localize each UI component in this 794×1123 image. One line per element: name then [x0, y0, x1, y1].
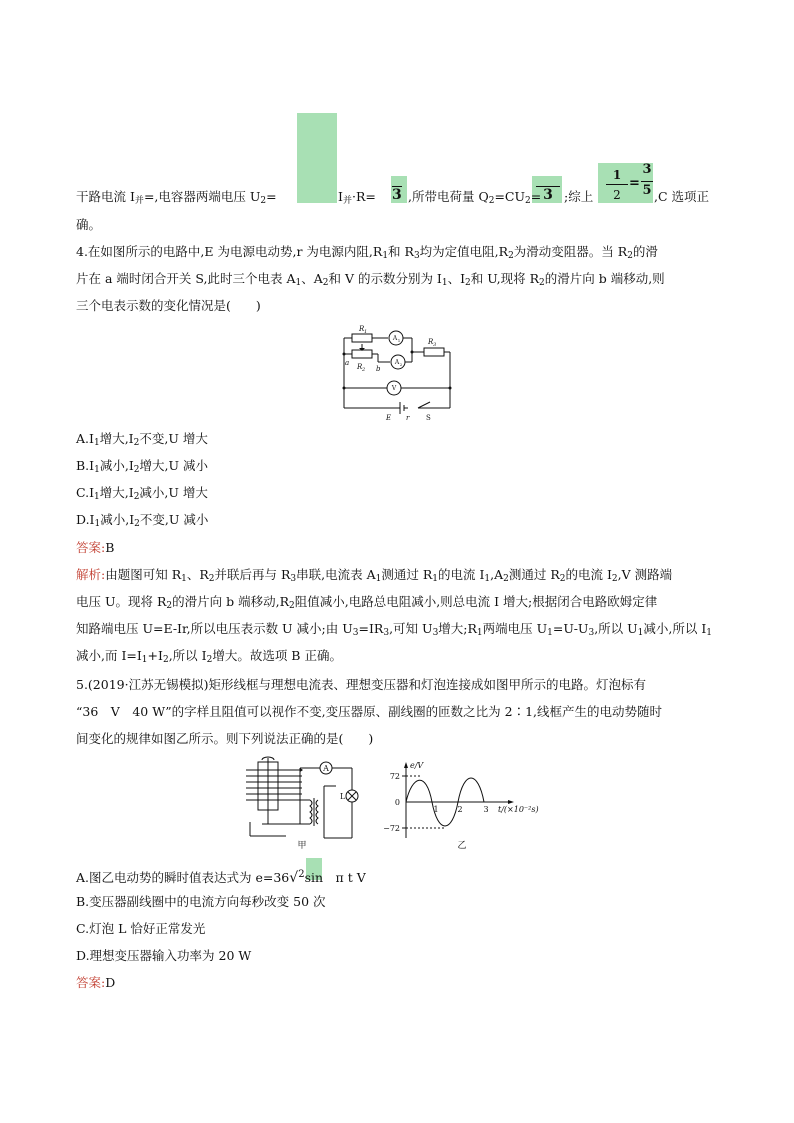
fig-label-R2: R: [357, 363, 363, 371]
figure-yi: [370, 758, 555, 853]
figure-jia: [240, 756, 365, 851]
analysis-label: 解析:: [76, 567, 106, 582]
x-tick-3: 3: [483, 805, 489, 814]
fig-label-r: r: [406, 414, 410, 422]
caption-yi: 乙: [457, 841, 467, 851]
q4-answer: [76, 539, 114, 557]
q5-stem-line-1: 5.(2019·江苏无锡模拟)矩形线框与理想电流表、理想变压器和灯泡连接成如图甲所示的电路。灯泡标有: [76, 677, 646, 692]
y-axis-label: e/V: [410, 761, 424, 770]
prev-line-1d: ;综上: [564, 189, 594, 204]
frac-3-b: 3: [536, 186, 560, 203]
prev-line-2: 确。: [76, 217, 102, 232]
q4-analysis-line-2: 电压 U。现将 $R_2$的滑片向 b 端移动$,R_2$阻值减小,电路总电阻减小,则总电流 I 增大;根据闭合电路欧姆定律: [76, 594, 658, 611]
frac-eq: =: [629, 176, 640, 191]
prev-line-1b: $I_并\cdot R=$: [338, 189, 376, 206]
q4-analysis-line-1: 解析:由题图可知 $R_1$、$R_2$并联后再与 $R_3$串联,电流表 $A_1$测通过 $R_1$的电流 $I_1,A_2$测通过 $R_2$的电流 $I_2,V$ 测路端: [76, 567, 673, 584]
q5-stem-line-3: 间变化的规律如图乙所示。则下列说法正确的是( ): [76, 731, 374, 746]
y-tick-neg72: −72: [383, 824, 400, 833]
fig-label-E: E: [386, 414, 392, 422]
frac-half-line: [606, 184, 628, 185]
prev-line-1e: ,C 选项正: [654, 189, 710, 204]
q4-option-d: $D.I_1$减小$,I_2$不变,U 减小: [76, 512, 209, 529]
frac-35-line: [641, 181, 653, 182]
fig-label-A2: A: [394, 359, 400, 366]
q5-answer: [76, 974, 115, 992]
q4-analysis-line-3: 知路端电压 U=E-Ir,所以电压表示数 U 减小;由 $U_3=IR_3$,可知 $U_3$增大$;R_1$两端电压 $U_1=U-U_3$,所以 $U_1$减小,所以 $I_1$: [76, 621, 713, 638]
q4-analysis-line-4: 减小,而 $I=I_1+I_2$,所以 $I_2$增大。故选项 B 正确。: [76, 648, 342, 665]
prev-line-1c: ,所带电荷量 $Q_2=CU_2=$: [408, 189, 542, 206]
ammeter-label: A: [323, 764, 329, 773]
fig-label-R3: R: [428, 338, 434, 346]
frac-half-den: 2: [613, 188, 621, 202]
q5-option-a: A.图乙电动势的瞬时值表达式为 e=36√$^2$sin π t V: [76, 869, 366, 887]
answer-value-q5: D: [105, 975, 116, 990]
q4-stem-line-2: 片在 a 端时闭合开关 S,此时三个电表 $A_1$、$A_2$和 V 的示数分别为 $I_1$、$I_2$和 U,现将 $R_2$的滑片向 b 端移动,则: [76, 271, 665, 288]
fig-label-R1: R: [359, 325, 365, 333]
blank-box-1: [297, 113, 337, 203]
q4-option-c: $C.I_1$增大$,I_2$减小,U 增大: [76, 485, 208, 502]
x-tick-1: 1: [433, 805, 439, 814]
circuit-diagram: [338, 322, 458, 422]
frac-35-den: 5: [642, 183, 652, 198]
q4-option-a: $A.I_1$增大$,I_2$不变,U 增大: [76, 431, 208, 448]
svg-text:2: 2: [399, 362, 403, 367]
q4-stem-line-3: 三个电表示数的变化情况是( ): [76, 298, 261, 313]
x-tick-2: 2: [457, 805, 463, 814]
y-tick-72: 72: [389, 772, 400, 781]
fig-label-A1: A: [392, 335, 398, 342]
q5-stem-line-2: “36 V 40 W”的字样且阻值可以视作不变,变压器原、副线圈的匝数之比为 2∶1,线框产生的电动势随时: [76, 704, 663, 719]
q5-option-b: B.变压器副线圈中的电流方向每秒改变 50 次: [76, 894, 326, 909]
lamp-label: L: [340, 792, 346, 801]
answer-label: 答案:: [76, 540, 106, 555]
answer-value: B: [105, 540, 115, 555]
q5-option-c: C.灯泡 L 恰好正常发光: [76, 921, 206, 936]
x-axis-label: t/(×10⁻²s): [498, 805, 539, 814]
svg-text:3: 3: [433, 342, 437, 348]
svg-text:1: 1: [364, 329, 368, 335]
q4-stem-line-1: 4.在如图所示的电路中,E 为电源电动势,r 为电源内阻$,R_1$和 $R_3$均为定值电阻$,R_2$为滑动变阻器。当 $R_2$的滑: [76, 244, 658, 261]
answer-label-q5: 答案:: [76, 975, 106, 990]
frac-3-a: 3: [392, 187, 402, 203]
caption-jia: 甲: [297, 841, 307, 851]
fig-label-S: S: [426, 414, 431, 422]
q5-option-d: D.理想变压器输入功率为 20 W: [76, 948, 252, 963]
prev-line-1: 干路电流 $I_并=$,电容器两端电压 $U_2=$: [76, 189, 277, 206]
svg-text:2: 2: [362, 367, 366, 373]
y-tick-0: 0: [394, 798, 400, 807]
fig-label-a: a: [345, 359, 350, 367]
q4-option-b: $B.I_1$减小$,I_2$增大,U 减小: [76, 458, 208, 475]
svg-text:1: 1: [397, 338, 401, 343]
fig-label-V: V: [391, 385, 397, 392]
frac-half-num: 1: [612, 168, 622, 182]
fig-label-b: b: [376, 365, 381, 373]
frac-35-num: 3: [642, 162, 652, 177]
